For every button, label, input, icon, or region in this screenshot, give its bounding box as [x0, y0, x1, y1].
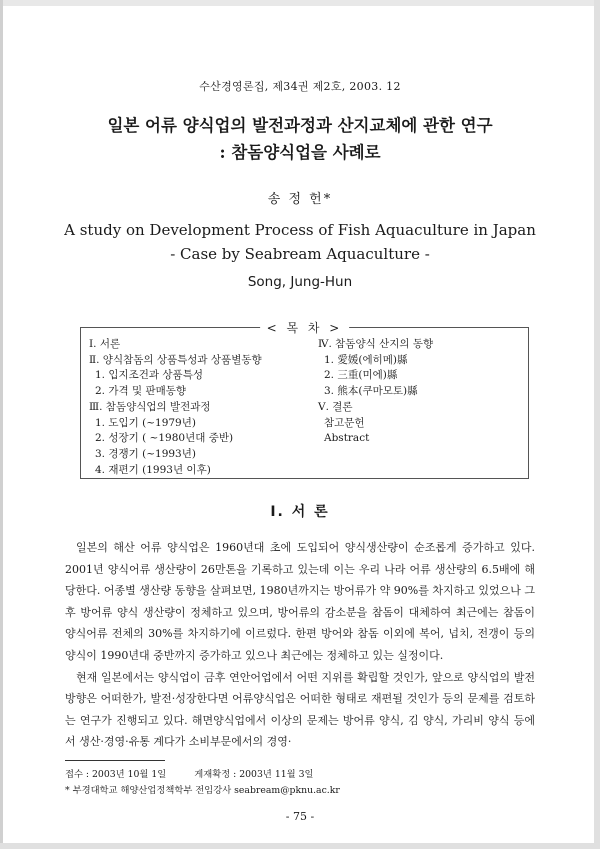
toc-item: 1. 도입기 (~1979년) — [95, 416, 196, 429]
korean-title-line-1: 일본 어류 양식업의 발전과정과 산지교체에 관한 연구 — [107, 116, 493, 135]
toc-item: 2. 三重(미에)縣 — [324, 369, 398, 382]
toc-item: 3. 경쟁기 (~1993년) — [95, 447, 196, 460]
toc-item: 3. 熊本(쿠마모토)縣 — [324, 385, 418, 398]
toc-item: 4. 재편기 (1993년 이후) — [95, 463, 211, 476]
toc-item: Ⅳ. 참돔양식 산지의 동향 — [318, 338, 434, 350]
english-title — [0, 218, 600, 266]
author-english: Song, Jung-Hun — [247, 274, 353, 290]
scan-border-bottom — [0, 843, 600, 849]
author-affiliation: * 부경대학교 해양산업정책학부 전임강사 seabream@pknu.ac.kr — [65, 785, 340, 796]
section-heading-introduction: Ⅰ. 서 론 — [270, 504, 330, 520]
korean-title-line-2: : 참돔양식업을 사례로 — [219, 143, 381, 162]
author-korean: 송 정 헌* — [267, 192, 333, 207]
toc-right-column — [318, 337, 433, 447]
english-title-line-2: - Case by Seabream Aquaculture - — [170, 245, 430, 263]
toc-item: 1. 愛媛(에히메)縣 — [324, 353, 408, 366]
toc-item: Ⅴ. 결론 — [318, 400, 353, 413]
toc-item: Ⅱ. 양식참돔의 상품특성과 상품별동향 — [89, 353, 262, 366]
toc-item: 참고문헌 — [324, 416, 365, 429]
toc-item: Abstract — [324, 432, 370, 445]
page-number: - 75 - — [285, 810, 315, 823]
korean-title — [0, 112, 600, 166]
footnote-dates — [65, 767, 340, 783]
table-of-contents — [80, 321, 529, 479]
paragraph: 일본의 해산 어류 양식업은 1960년대 초에 도입되어 양식생산량이 순조롭게 증가하고 있다. 2001년 양식어류 생산량이 26만톤을 기록하고 있는데 이는 우리 나라 어류 생산량의 6.5배에 해당한다. 어종별 생산량 동향을 살펴보면, 1980년까지는 방어류가 약 90%를 차지하고 있었으나 그 후 방어류 양식 생산량이 정체하고 있으며, 방어류의 감소분을 참돔이 대체하여 최근에는 참돔이 양식어류 전체의 30%를 차지하기에 이르렀다. 한편 방어와 참돔 이외에 복어, 넙치, 전갱이 등의 양식이 1990년대 중반까지 증가하고 있으나 최근에는 정체하고 있는 실정이다. — [65, 541, 535, 662]
toc-item: Ⅰ. 서론 — [89, 338, 121, 350]
toc-item: 2. 성장기 ( ~1980년대 중반) — [95, 432, 234, 445]
toc-item: 2. 가격 및 판매동향 — [95, 385, 187, 398]
footnotes — [65, 767, 340, 799]
toc-item: Ⅲ. 참돔양식업의 발전과정 — [89, 400, 211, 413]
toc-item: 1. 입지조건과 상품특성 — [95, 369, 203, 382]
english-title-line-1: A study on Development Process of Fish Aquaculture in Japan — [64, 221, 536, 239]
received-date: 접수 : 2003년 10월 1일 — [65, 769, 167, 780]
footnote-divider — [65, 760, 165, 761]
body-text — [65, 537, 535, 753]
toc-heading: < 목 차 > — [260, 319, 350, 336]
paragraph: 현재 일본에서는 양식업이 금후 연안어업에서 어떤 지위를 확립할 것인가, 앞으로 양식업의 발전방향은 어떠한가, 발전·성장한다면 어류양식업은 어떠한 형태로 재편될 것인가 등의 문제를 검토하는 연구가 진행되고 있다. 해면양식업에서 이상의 문제는 방어류 양식, 김 양식, 가리비 양식 등에서 생산·경영·유통 계다가 소비부문에서의 경영· — [65, 670, 535, 749]
journal-header: 수산경영론집, 제34권 제2호, 2003. 12 — [199, 80, 401, 93]
scan-border-top — [0, 0, 600, 6]
toc-left-column — [89, 337, 262, 478]
accepted-date: 게재확정 : 2003년 11월 3일 — [194, 769, 314, 780]
